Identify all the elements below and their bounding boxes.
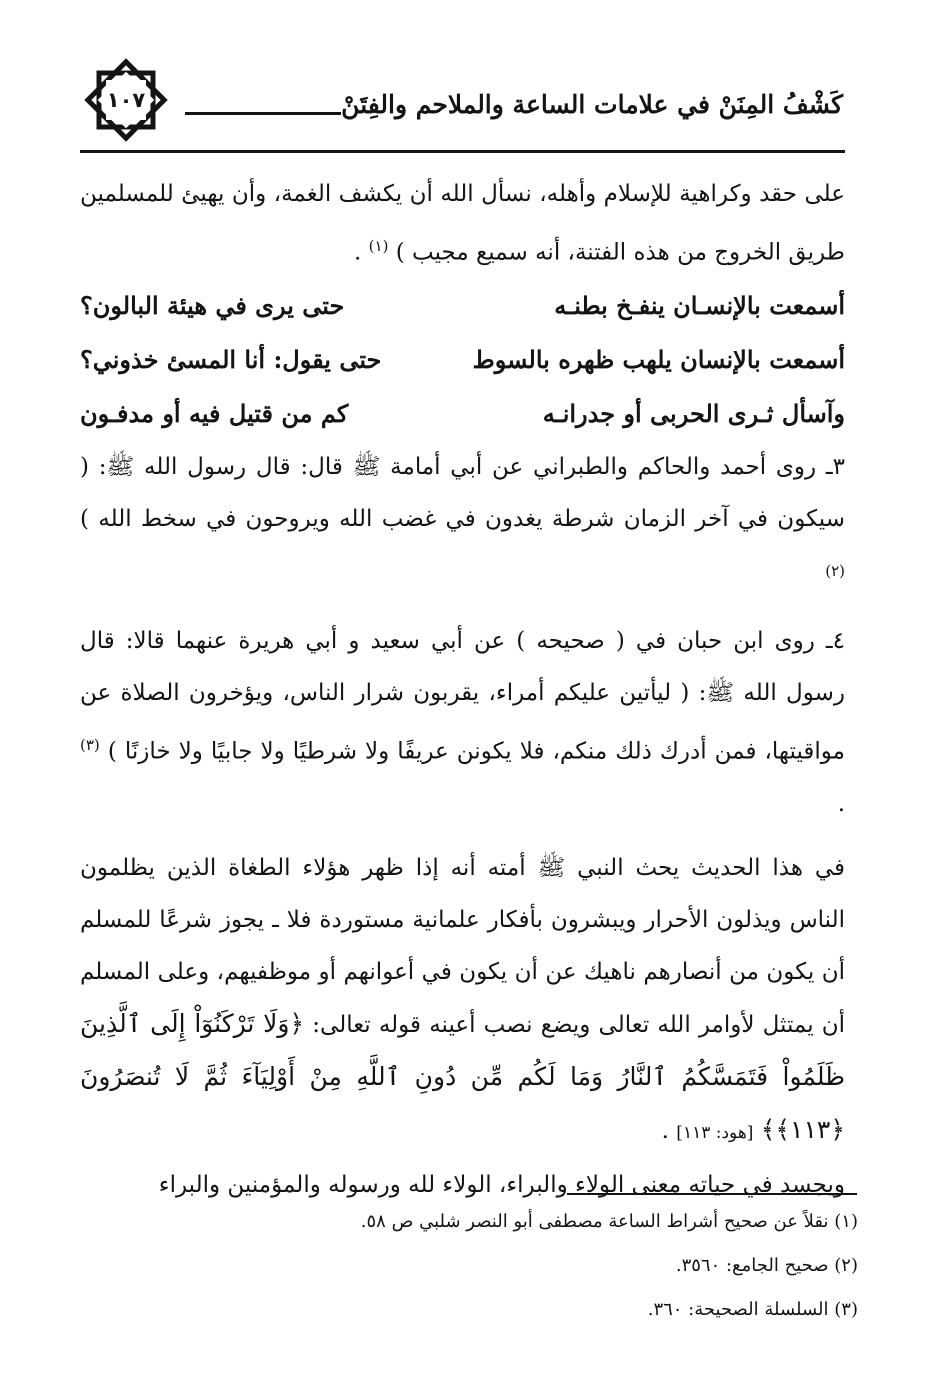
header-dash-rule [185,112,341,115]
paragraph-end: . [354,239,369,266]
verse-second-hemistich: حتى يقول: أنا المسئ خذوني؟ [80,344,382,374]
hadith-paragraph [80,615,845,830]
running-title: كَشْفُ المِنَنْ في علامات الساعة والملاحم والفِتَنْ [341,90,843,119]
header-rule [80,150,845,153]
footnote-marker: (١) [368,237,389,255]
verse-second-hemistich: حتى يرى في هيئة البالون؟ [80,290,345,320]
hadith-text: ٤ـ روى ابن حبان في ( صحيحه ) عن أبي سعيد و أبي هريرة عنهما قالا: قال رسول الله ﷺ: ( ليأتين عليكم أمراء، يقربون شرار الناس، ويؤخرون الصلاة عن مواقيتها، فمن أدرك ذلك منكم، فلا يكونن عريفًا ولا شرطيًا ولا جابيًا ولا خازنًا ) [80,628,845,765]
page-header [80,58,845,150]
paragraph-continuation [80,168,845,279]
verse-second-hemistich: كم من قتيل فيه أو مدفـون [80,398,349,428]
footnote: (٢) صحيح الجامع: ٣٥٦٠. [675,1255,858,1276]
commentary-paragraph [80,842,845,1159]
verse-line [80,333,845,387]
poem-verses [80,279,845,441]
commentary-text: في هذا الحديث يحث النبي ﷺ أمته أنه إذا ظهر هؤلاء الطغاة الذين يظلمون الناس ويذلون الأحرار ويبشرون بأفكار علمانية مستوردة فلا ـ يجوز شرعًا للمسلم أن يكون من أنصارهم ناهيك عن أن يكون في أعوانهم أو موظفيهم، وعلى المسلم أن يمتثل لأوامر الله تعالى ويضع نصب أعينه قوله تعالى: [80,854,846,1038]
verse-line [80,387,845,441]
paragraph-text: على حقد وكراهية للإسلام وأهله، نسأل الله أن يكشف الغمة، وأن يهيئ للمسلمين طريق الخروج من هذه الفتنة، أنه سميع مجيب ) [80,181,845,266]
paragraph-end: . [837,790,845,817]
hadith-paragraph [80,441,845,604]
footnotes [138,1200,858,1332]
page-number: ١٠٧ [106,88,146,112]
verse-first-hemistich: أسمعت بالإنسـان ينفـخ بطنـه [554,290,845,320]
body-text [80,168,845,1211]
verse-first-hemistich: أسمعت بالإنسان يلهب ظهره بالسوط [472,344,845,374]
footnote-rule [567,1193,857,1195]
paragraph-end: . [661,1117,677,1144]
verse-first-hemistich: وآسأل ثـرى الحربى أو جدرانـه [542,398,845,428]
paragraph-last-line: ويجسد في حياته معنى الولاء والبراء، الولاء لله ورسوله والمؤمنين والبراء [158,1171,845,1198]
footnote: (١) نقلاً عن صحيح أشراط الساعة مصطفى أبو النصر شلبي ص ٥٨. [360,1211,858,1232]
page-number-badge [84,58,168,142]
hadith-text: ٣ـ روى أحمد والحاكم والطبراني عن أبي أمامة ﷺ قال: قال رسول الله ﷺ: ( سيكون في آخر الزمان شرطة يغدون في غضب الله ويروحون في سخط الله ) [80,453,845,532]
footnote-marker: (٣) [80,736,100,755]
footnote: (٣) السلسلة الصحيحة: ٣٦٠. [647,1299,858,1320]
verse-line [80,279,845,333]
quran-verse: ﴿وَلَا تَرْكَنُوٓاْ إِلَى ٱلَّذِينَ ظَلَمُواْ فَتَمَسَّكُمُ ٱلنَّارُ وَمَا لَكُم مِّن دُونِ ٱللَّهِ مِنْ أَوْلِيَآءَ ثُمَّ لَا تُنصَرُونَ ﴿١١٣﴾﴾ [80,1008,845,1144]
quran-reference: [هود: ١١٣] [676,1122,754,1143]
footnote-marker: (٢) [825,561,845,580]
